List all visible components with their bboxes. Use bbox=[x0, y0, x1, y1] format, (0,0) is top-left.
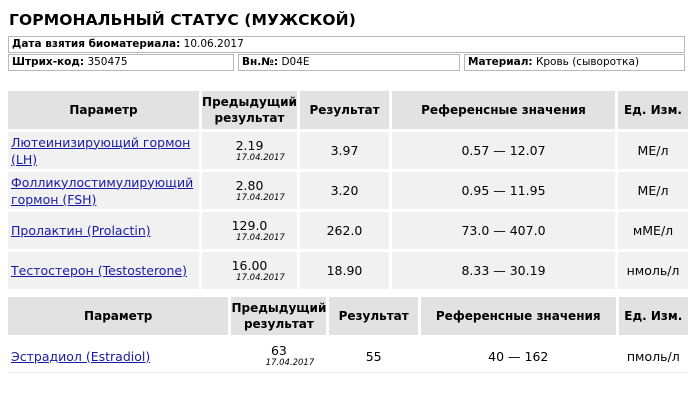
header-reference-range: Референсные значения bbox=[392, 91, 615, 129]
parameter-link-prolactin[interactable]: Пролактин (Prolactin) bbox=[11, 223, 151, 238]
result-value: 262.0 bbox=[300, 212, 389, 249]
header-result: Результат bbox=[329, 297, 418, 335]
header-units: Ед. Изм. bbox=[618, 91, 688, 129]
previous-date: 17.04.2017 bbox=[236, 272, 285, 283]
unit: МЕ/л bbox=[618, 172, 688, 209]
header-reference-range: Референсные значения bbox=[421, 297, 616, 335]
table-row bbox=[8, 132, 688, 169]
reference-range: 0.57 — 12.07 bbox=[392, 132, 615, 169]
barcode-value: 350475 bbox=[87, 56, 128, 68]
result-value: 3.97 bbox=[300, 132, 389, 169]
previous-date: 17.04.2017 bbox=[236, 232, 285, 243]
internal-number-label: Вн.№: bbox=[242, 56, 279, 68]
reference-range: 73.0 — 407.0 bbox=[392, 212, 615, 249]
header-previous-result: Предыдущий результат bbox=[202, 91, 297, 129]
reference-range: 0.95 — 11.95 bbox=[392, 172, 615, 209]
material-label: Материал: bbox=[468, 56, 533, 68]
parameter-link-testosterone[interactable]: Тестостерон (Testosterone) bbox=[11, 263, 187, 278]
previous-value: 63 bbox=[270, 343, 287, 358]
header-units: Ед. Изм. bbox=[619, 297, 688, 335]
unit: МЕ/л bbox=[618, 132, 688, 169]
previous-date: 17.04.2017 bbox=[236, 152, 285, 163]
previous-value: 16.00 bbox=[231, 257, 268, 273]
previous-value: 2.80 bbox=[235, 177, 264, 193]
previous-value: 129.0 bbox=[231, 217, 268, 233]
reference-range: 40 — 162 bbox=[421, 338, 616, 374]
header-result: Результат bbox=[300, 91, 389, 129]
collection-date-box bbox=[8, 36, 685, 53]
unit: нмоль/л bbox=[618, 252, 688, 289]
parameter-link-estradiol[interactable]: Эстрадиол (Estradiol) bbox=[11, 348, 151, 364]
results-table-main bbox=[5, 88, 691, 292]
previous-value: 2.19 bbox=[235, 137, 264, 153]
table-row bbox=[8, 252, 688, 289]
header-parameter: Параметр bbox=[8, 91, 199, 129]
internal-number-value: D04E bbox=[281, 56, 310, 68]
material-box bbox=[464, 54, 685, 71]
collection-date-label: Дата взятия биоматериала: bbox=[12, 38, 181, 50]
report-title: ГОРМОНАЛЬНЫЙ СТАТУС (МУЖСКОЙ) bbox=[9, 11, 356, 29]
parameter-link-lh[interactable]: Лютеинизирующий гормон (LH) bbox=[11, 134, 191, 167]
internal-number-box bbox=[238, 54, 460, 71]
unit: мМЕ/л bbox=[618, 212, 688, 249]
table-row bbox=[8, 172, 688, 209]
table-row bbox=[8, 212, 688, 249]
collection-date-value: 10.06.2017 bbox=[183, 38, 244, 50]
barcode-label: Штрих-код: bbox=[12, 56, 85, 68]
result-value: 18.90 bbox=[300, 252, 389, 289]
bottom-divider bbox=[8, 372, 688, 373]
result-value: 55 bbox=[329, 338, 418, 374]
results-table-estradiol bbox=[5, 294, 691, 377]
reference-range: 8.33 — 30.19 bbox=[392, 252, 615, 289]
header-parameter: Параметр bbox=[8, 297, 228, 335]
barcode-box bbox=[8, 54, 234, 71]
previous-date: 17.04.2017 bbox=[265, 358, 315, 368]
unit: пмоль/л bbox=[619, 338, 688, 374]
previous-date: 17.04.2017 bbox=[236, 192, 285, 203]
table-row bbox=[8, 338, 688, 374]
material-value: Кровь (сыворотка) bbox=[535, 56, 640, 68]
parameter-link-fsh[interactable]: Фолликулостимулирующий гормон (FSH) bbox=[11, 174, 194, 207]
header-previous-result: Предыдущий результат bbox=[231, 297, 326, 335]
result-value: 3.20 bbox=[300, 172, 389, 209]
